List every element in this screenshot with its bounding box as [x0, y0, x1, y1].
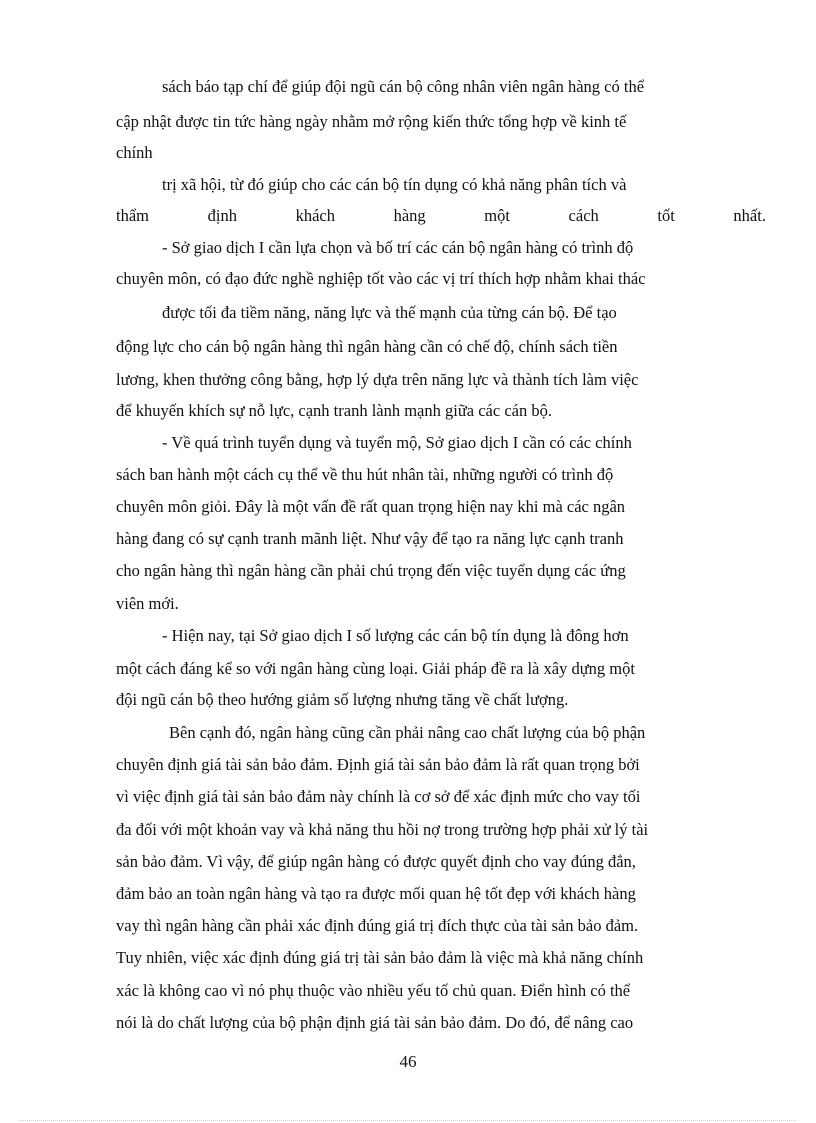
word: một [484, 206, 510, 225]
text-line: để khuyến khích sự nỗ lực, cạnh tranh lành mạnh giữa các cán bộ. [116, 401, 552, 420]
text-line: - Sở giao dịch I cần lựa chọn và bố trí các cán bộ ngân hàng có trình độ [162, 238, 634, 257]
page-number: 46 [399, 1052, 417, 1071]
word: định [207, 206, 237, 225]
text-line: chuyên môn giỏi. Đây là một vấn đề rất quan trọng hiện nay khi mà các ngân [116, 497, 626, 516]
text-line: sản bảo đảm. Vì vậy, để giúp ngân hàng có được quyết định cho vay đúng đắn, [116, 852, 636, 871]
text-line: - Về quá trình tuyển dụng và tuyển mộ, Sở giao dịch I cần có các chính [162, 433, 632, 452]
justified-text-line [116, 205, 766, 227]
text-line: Bên cạnh đó, ngân hàng cũng cần phải nâng cao chất lượng của bộ phận [169, 723, 646, 742]
text-line: - Hiện nay, tại Sở giao dịch I số lượng các cán bộ tín dụng là đông hơn [162, 626, 629, 645]
word: tốt [657, 206, 675, 225]
word: nhất. [733, 206, 766, 225]
text-line: được tối đa tiềm năng, năng lực và thế mạnh của từng cán bộ. Để tạo [162, 303, 617, 322]
text-line: Tuy nhiên, việc xác định đúng giá trị tài sản bảo đảm là việc mà khả năng chính [116, 948, 644, 967]
word: thẩm [116, 206, 149, 225]
text-line: đảm bảo an toàn ngân hàng và tạo ra được mối quan hệ tốt đẹp với khách hàng [116, 884, 636, 903]
text-line: lương, khen thưởng công bằng, hợp lý dựa trên năng lực và thành tích làm việc [116, 370, 639, 389]
word: khách [295, 206, 335, 225]
text-line: cho ngân hàng thì ngân hàng cần phải chú trọng đến việc tuyển dụng các ứng [116, 561, 626, 580]
bottom-divider [20, 1120, 796, 1121]
text-line: sách ban hành một cách cụ thể về thu hút nhân tài, những người có trình độ [116, 465, 614, 484]
text-line: vì việc định giá tài sản bảo đảm này chính là cơ sở để xác định mức cho vay tối [116, 787, 641, 806]
text-line: xác là không cao vì nó phụ thuộc vào nhiều yếu tố chủ quan. Điển hình có thể [116, 981, 631, 1000]
word: cách [568, 206, 599, 225]
text-line: chính [116, 143, 153, 162]
text-line: nói là do chất lượng của bộ phận định giá tài sản bảo đảm. Do đó, để nâng cao [116, 1013, 634, 1032]
text-line: chuyên môn, có đạo đức nghề nghiệp tốt vào các vị trí thích hợp nhằm khai thác [116, 269, 646, 288]
text-line: đội ngũ cán bộ theo hướng giảm số lượng nhưng tăng về chất lượng. [116, 690, 569, 709]
text-line: hàng đang có sự cạnh tranh mãnh liệt. Như vậy để tạo ra năng lực cạnh tranh [116, 529, 624, 548]
text-line: sách báo tạp chí để giúp đội ngũ cán bộ công nhân viên ngân hàng có thể [162, 77, 645, 96]
text-line: cập nhật được tin tức hàng ngày nhằm mở rộng kiến thức tổng hợp về kinh tế [116, 112, 627, 131]
text-line: viên mới. [116, 594, 179, 613]
text-line: đa đối với một khoản vay và khả năng thu hồi nợ trong trường hợp phải xử lý tài [116, 820, 649, 839]
text-line: vay thì ngân hàng cần phải xác định đúng giá trị đích thực của tài sản bảo đảm. [116, 916, 639, 935]
text-line: động lực cho cán bộ ngân hàng thì ngân hàng cần có chế độ, chính sách tiền [116, 337, 618, 356]
text-line: chuyên định giá tài sản bảo đảm. Định giá tài sản bảo đảm là rất quan trọng bởi [116, 755, 640, 774]
word: hàng [393, 206, 426, 225]
text-line: một cách đáng kể so với ngân hàng cùng loại. Giải pháp đề ra là xây dựng một [116, 659, 635, 678]
text-line: trị xã hội, từ đó giúp cho các cán bộ tín dụng có khả năng phân tích và [162, 175, 627, 194]
